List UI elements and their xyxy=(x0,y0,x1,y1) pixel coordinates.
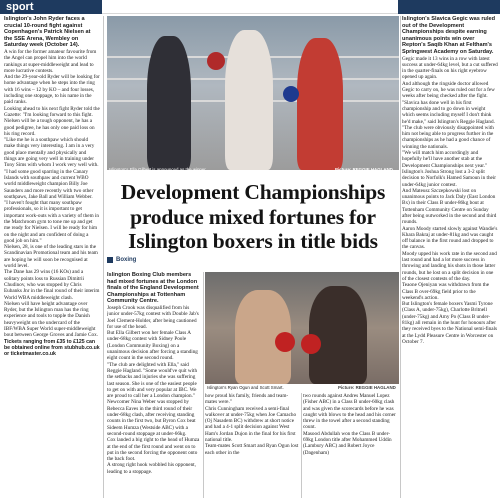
section-label xyxy=(107,257,136,263)
article-paragraph: Cox landed a big right to the head of Humza at the end of the first round and went on to put in the second forcing the opponent onto the back foot. xyxy=(107,437,200,463)
article-paragraph: "I had some good sparring in the Canary Islands with southpaw and current WBO world middleweight champion Billy Joe Saunders and more recently with two other southpaws, Jake Ball and William Webber. xyxy=(4,168,94,200)
article-paragraph: Islington Boxing Club members had mixed fortunes at the London finals of the England Development Championships at Tottenham Community Centre. xyxy=(107,272,199,305)
article-paragraph: Looking ahead to his next fight Ryder told the Gazette: "I'm looking forward to this fight. Nielsen will be a tough opponent, he has a good pedigree, he has only one paid loss on his ring record. xyxy=(4,105,100,137)
mid-article-column-3 xyxy=(303,393,399,498)
article-paragraph: Islington's Slavica Gegic was ruled out of the Development Championships despite earning unanimous points win over Repton's Saqib Khan at Feltham's Springwest Academy on Saturday. xyxy=(402,16,496,55)
column-rule xyxy=(203,272,204,498)
article-paragraph: Islington's John Ryder faces a crucial 10-round fight against Copenhagen's Patrick Nielsen at the SSE Arena, Wembley on Saturday week (October 14). xyxy=(4,16,91,49)
section-header xyxy=(0,0,500,14)
article-paragraph: Tickets ranging from £35 to £125 can be obtained online from stubhub.co.uk or ticketmaster.co.uk xyxy=(4,338,100,358)
section-name: sport xyxy=(6,1,34,13)
article-paragraph: Chris Cunningham received a semi-final walkover at under-75kg when Joe Camacho (Oj Nasadem BC) withdrew at short notice and had a 4-1 split decision against West Ham's Jordan Dujon in the final for his first national title. xyxy=(205,405,297,444)
boxers-portrait-photo xyxy=(205,272,399,384)
section-banner-left xyxy=(0,0,102,14)
article-paragraph: A strong right hook wobbled his opponent, leading to a stoppage. xyxy=(107,462,196,475)
article-paragraph: how proud his family, friends and team-mates were." xyxy=(205,393,289,406)
article-paragraph: But Islington's female boxers Yasmi Tyrone (Class A, under-75kg), Charlotte Britnell (under-75kg) and Amy Po (Class B under-81kg) all remain in the hunt for honours after they received byes to the National semi-finals at the Lydd Pleasure Centre in Worcester on October 7. xyxy=(402,301,498,345)
header-strip xyxy=(102,0,398,14)
article-paragraph: "Slavica has done well in his first championship and to go down in weight which seems including myself I don't think he'd make," said Islington's Reggie Hagland. xyxy=(402,99,495,125)
photo-caption: Islington's Ella Gilbert is announced as the winner xyxy=(109,167,206,172)
photo-credit: Picture: REGGIE HAGLAND xyxy=(335,167,393,172)
article-paragraph: Masood Abdullah won the Class B under-69kg London title after Mohammed Uddin (Lambury ABC) and Robert Joyce (Dagenham) xyxy=(303,430,392,456)
article-paragraph: And although the ringside doctor allowed Gegic to carry on, he was ruled out for a few weeks after being checked after the fight. xyxy=(402,80,495,100)
referee-figure xyxy=(225,30,273,170)
boxer-figure xyxy=(309,286,367,384)
article-paragraph: Nielsen, 28, is one of the leading stars in the Scandinavian Promotional team and his team are hoping he will soon be recognised at world level. xyxy=(4,244,98,270)
article-paragraph: And Mateusz Szczepkowski lost on unanimous points to Jack Daly (East London Bx) in their Class B under-86kg bout at Tottenham Community Centre on Sunday after being outworked in the second and third rounds. xyxy=(402,187,497,226)
glove-icon xyxy=(275,332,295,352)
article-paragraph: Team-mates Scott Smart and Ryan Ogun lost each other in the xyxy=(205,443,299,456)
article-paragraph: "Like me he is a southpaw which should make things very interesting. I am in a very good place mentally and physically and things are going very well in training under Tony Sims with whom I work very well with. xyxy=(4,137,99,169)
article-paragraph: Newcomer Nina Weber was stopped by Rebecca Eaves in the third round of their under-68kg clash, after receiving standing counts in the first two, but Byron Cox beat Sideem Humza (Westside ABC) with a second-round stoppage at under-66kg. xyxy=(107,399,196,437)
mid-article-column-2 xyxy=(205,393,299,498)
square-icon xyxy=(107,257,113,263)
article-paragraph: "We will match him accordingly and hopefully he'll have another stab at the Development Championships next year." xyxy=(402,150,488,169)
article-paragraph: "The club are delighted with Ella," said Reggie Hagland. "Some would've quit with the setbacks and injuries she was suffering last season. She is one of the easiest people to get on with and very popular at IBC. We are proud to call her a London champion." xyxy=(107,361,198,400)
column-rule xyxy=(103,16,104,498)
section-banner-right xyxy=(398,0,500,14)
article-paragraph: Joseph Crook was disqualified from his junior under-57kg contest with Double Jab's Joel Clement-Holder, after being cautioned for use of the head. xyxy=(107,304,199,330)
glove-icon xyxy=(207,52,225,70)
article-paragraph: Nielsen will have height advantage over Ryder, but the Islington man has the ring experience and tools to topple the Danish heavyweight on the undercard of the IBF/WBA Super World super-middleweight bout between George Groves and Jamie Cox. xyxy=(4,300,98,339)
glove-icon xyxy=(301,334,321,354)
boxer-figure xyxy=(297,38,343,170)
article-paragraph: And the 29-year-old Ryder will be looking for home advantage when he steps into the ring with 16 wins – 12 by KO – and four losses, including one stoppage, to his name in the paid ranks. xyxy=(4,74,100,106)
section-label-text: Boxing xyxy=(116,257,137,263)
mid-article-column xyxy=(107,272,201,498)
article-paragraph: Islington's Joshua Strong lost a 3-2 split decision to Norfolk's Hamed Samoun in their under-64kg junior contest. xyxy=(402,168,497,188)
left-article-column xyxy=(4,16,100,498)
article-paragraph: Aaron Moody started slowly against Wandie's Khara Bakraj at under-81kg and was caught off balance in the first round and dropped to the canvas. xyxy=(402,225,498,251)
glove-icon xyxy=(283,86,299,102)
right-article-column xyxy=(402,16,498,498)
photo-caption: Islington's Ryan Ogun and Scott Smart. xyxy=(207,385,284,390)
article-paragraph: Teaone Ojeniyan was withdrawn from the Class B over-69kg field prior to the weekend's action. xyxy=(402,282,490,301)
article-paragraph: "I haven't fought that many southpaw professionals, so it is important to get important work-outs with a variety of them in the Matchroom gym to tone me up and get me ready for Nielsen. I will be ready for him on the night and am confident of doing a good job on him." xyxy=(4,200,99,244)
boxing-ring-photo xyxy=(107,16,399,170)
article-headline: Development Championships produce mixed fortunes for Islington boxers in title bids xyxy=(120,180,386,253)
article-paragraph: A win for the former amateur favourite from the Angel can propel him into the world rankings at super-middleweight and lead to more lucrative contests. xyxy=(4,48,97,74)
photo-credit: Picture: REGGIE HAGLAND xyxy=(338,385,396,390)
article-paragraph: The Dane has 29 wins (16 KOs) and a solitary points loss to Russian Dimitrii Chudinov, who was stopped by Chris Eubanks Jnr in the final round of their interim World WBA middleweight clash. xyxy=(4,269,100,301)
article-paragraph: But Ella Gilbert won her female Class A under-68kg contest with Sidney Poole (London Community Boxing) on a unanimous decision after forcing a standing eight count in the second round. xyxy=(107,330,198,362)
boxer-figure xyxy=(147,36,191,170)
article-paragraph: Moody upped his work rate in the second and last round and had a lot more success in throwing and landing his shots in those latter rounds, but he lost on a split decision in one of the closest contests of the day. xyxy=(402,250,497,282)
column-rule xyxy=(400,16,401,498)
article-paragraph: two rounds against Andres Manuel Lopez (Fisher ABC) in a Class B under-60kg clash and was given the scorecards before he was caught with blows to the head and his corner threw in the towel after a second standing count. xyxy=(303,393,396,431)
article-paragraph: Gegic made it 13 wins in a row with latest success at under-64kg level, but a cut suffered in the quarter-finals on his right eyebrow opened up again. xyxy=(402,55,498,81)
article-paragraph: "The club were obviously disappointed with him not being able to progress further in the championships as he had a good chance of winning the nationals. xyxy=(402,124,494,150)
column-rule xyxy=(301,393,302,498)
